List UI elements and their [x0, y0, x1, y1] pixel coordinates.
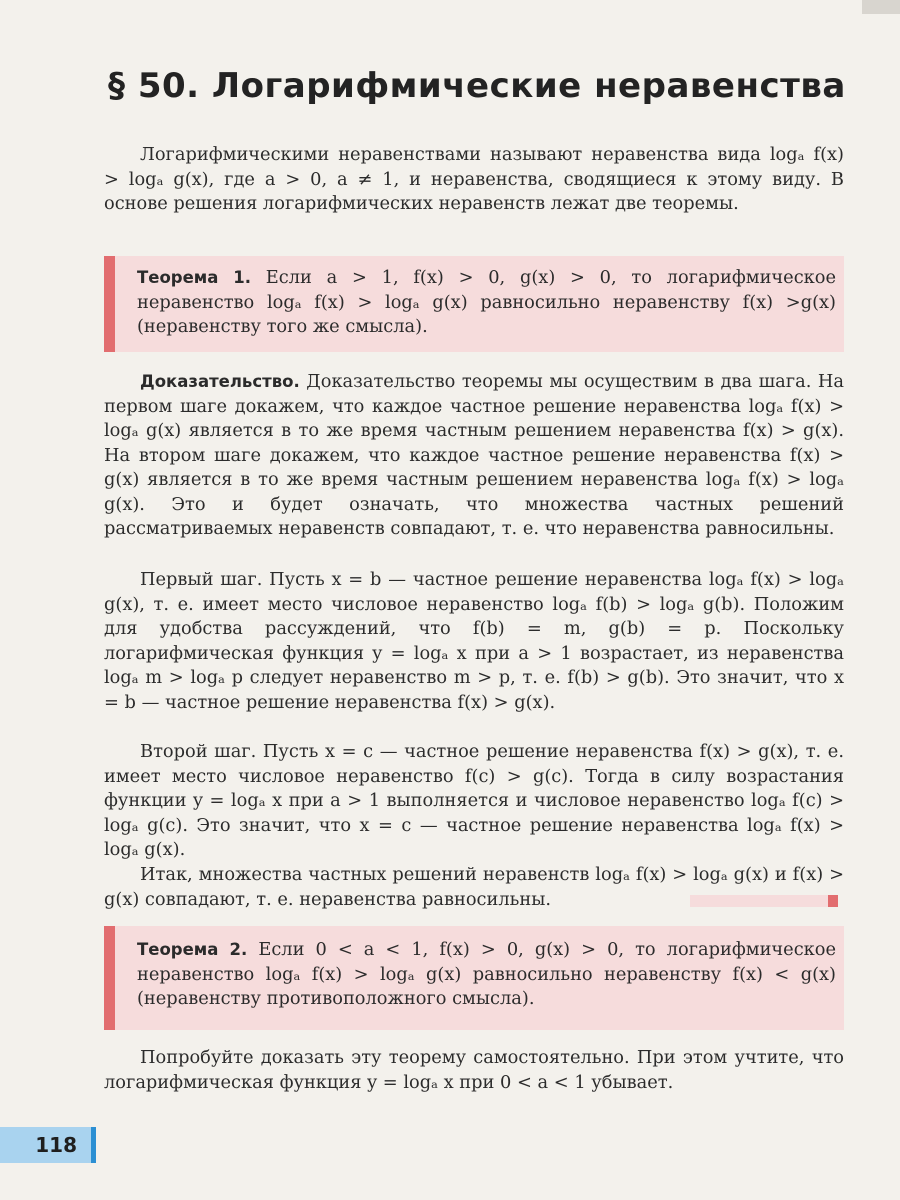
- theorem-2-box: [104, 926, 844, 1030]
- intro-paragraph: Логарифмическими неравенствами называют неравенства вида logₐ f(x) > logₐ g(x), где a > 0, a ≠ 1, и неравенства, сводящиеся к этому виду. В основе решения логарифмических неравенств лежат две теоремы.: [104, 144, 844, 214]
- theorem-2-text: Если 0 < a < 1, f(x) > 0, g(x) > 0, то логарифмическое неравенство logₐ f(x) > logₐ g(x) равносильно неравенству f(x) < g(x) (неравенству противоположного смысла).: [137, 939, 837, 1009]
- theorem-1-text: Если a > 1, f(x) > 0, g(x) > 0, то логарифмическое неравенство logₐ f(x) > logₐ g(x) равносильно неравенству f(x) >g(x) (неравенству того же смысла).: [137, 267, 837, 337]
- proof-label: Доказательство.: [140, 372, 300, 391]
- step-2-paragraph: Второй шаг. Пусть x = c — частное решение неравенства f(x) > g(x), т. е. имеет место числовое неравенство f(c) > g(c). Тогда в силу возрастания функции y = logₐ x при a > 1 выполняется и числовое неравенство logₐ f(c) > logₐ g(c). Это значит, что x = c — частное решение неравенства logₐ f(x) > logₐ g(x).: [104, 741, 844, 860]
- proof-text: Доказательство теоремы мы осуществим в два шага. На первом шаге докажем, что каждое частное решение неравенства logₐ f(x) > logₐ g(x) является в то же время частным решением неравенства f(x) > g(x). На втором шаге докажем, что каждое частное решение неравенства f(x) > g(x) является в то же время частным решением неравенства logₐ f(x) > logₐ g(x). Это и будет означать, что множества частных решений рассматриваемых неравенств совпадают, т. е. что неравенства равносильны.: [104, 371, 844, 539]
- page-number: 118: [35, 1133, 77, 1157]
- theorem-1-label: Теорема 1.: [137, 268, 252, 287]
- conclusion-paragraph: Итак, множества частных решений неравенств logₐ f(x) > logₐ g(x) и f(x) > g(x) совпадают, т. е. неравенства равносильны.: [104, 864, 844, 910]
- highlight-mark: [690, 895, 838, 907]
- final-paragraph: Попробуйте доказать эту теорему самостоятельно. При этом учтите, что логарифмическая функция y = logₐ x при 0 < a < 1 убывает.: [104, 1047, 844, 1093]
- theorem-1-box: [104, 256, 844, 352]
- theorem-2-label: Теорема 2.: [137, 940, 248, 959]
- step-1-paragraph: Первый шаг. Пусть x = b — частное решение неравенства logₐ f(x) > logₐ g(x), т. е. имеет место числовое неравенство logₐ f(b) > logₐ g(b). Положим для удобства рассуждений, что f(b) = m, g(b) = p. Поскольку логарифмическая функция y = logₐ x при a > 1 возрастает, из неравенства logₐ m > logₐ p следует неравенство m > p, т. е. f(b) > g(b). Это значит, что x = b — частное решение неравенства f(x) > g(x).: [104, 569, 844, 713]
- page-number-tab: [0, 1127, 96, 1163]
- proof-paragraph: [104, 370, 844, 542]
- page-title: § 50. Логарифмические неравенства: [108, 66, 846, 106]
- corner-shadow: [862, 0, 900, 14]
